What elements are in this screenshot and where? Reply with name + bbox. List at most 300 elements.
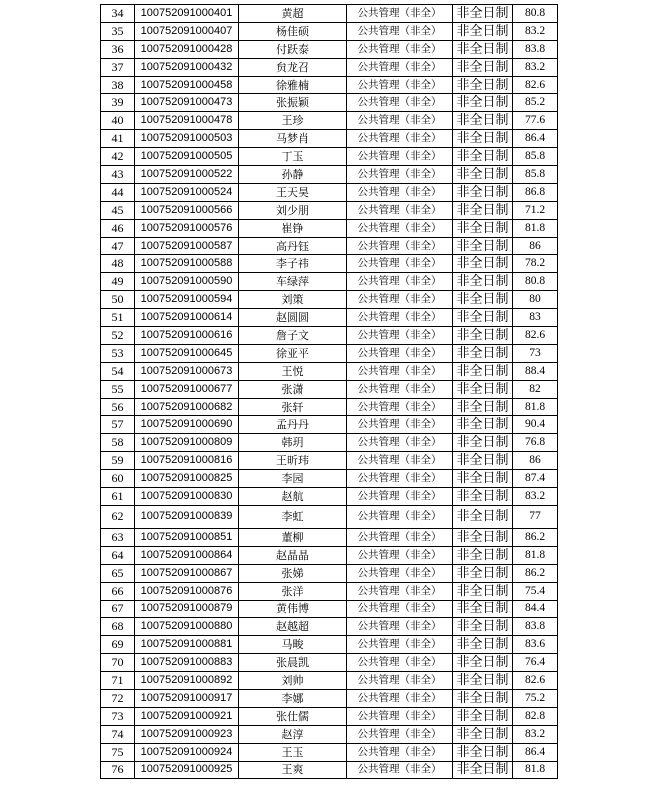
- candidate-number: 100752091000867: [135, 564, 239, 582]
- major: 公共管理（非全）: [347, 672, 453, 690]
- table-row: [101, 398, 558, 416]
- table-row: [101, 689, 558, 707]
- major: 公共管理（非全）: [347, 94, 453, 112]
- major: 公共管理（非全）: [347, 237, 453, 255]
- row-index: 56: [101, 398, 135, 416]
- candidate-name: 张娣: [239, 564, 347, 582]
- score: 82.6: [513, 672, 558, 690]
- candidate-name: 王昕玮: [239, 452, 347, 470]
- study-mode: 非全日制: [453, 201, 513, 219]
- candidate-number: 100752091000925: [135, 761, 239, 779]
- candidate-name: 詹子文: [239, 327, 347, 345]
- score: 83.2: [513, 22, 558, 40]
- candidate-number: 100752091000401: [135, 5, 239, 23]
- study-mode: 非全日制: [453, 470, 513, 488]
- candidate-name: 李子祎: [239, 255, 347, 273]
- score: 76.4: [513, 654, 558, 672]
- row-index: 54: [101, 362, 135, 380]
- candidate-number: 100752091000921: [135, 707, 239, 725]
- score: 82.6: [513, 76, 558, 94]
- candidate-number: 100752091000566: [135, 201, 239, 219]
- candidate-name: 刘少朋: [239, 201, 347, 219]
- candidate-number: 100752091000917: [135, 689, 239, 707]
- table-row: [101, 94, 558, 112]
- major: 公共管理（非全）: [347, 148, 453, 166]
- table-row: [101, 546, 558, 564]
- table-row: [101, 327, 558, 345]
- row-index: 59: [101, 452, 135, 470]
- study-mode: 非全日制: [453, 505, 513, 528]
- study-mode: 非全日制: [453, 528, 513, 546]
- score: 86.2: [513, 528, 558, 546]
- study-mode: 非全日制: [453, 219, 513, 237]
- candidate-name: 丁玉: [239, 148, 347, 166]
- table-row: [101, 434, 558, 452]
- candidate-name: 董柳: [239, 528, 347, 546]
- table-row: [101, 58, 558, 76]
- score: 82.8: [513, 707, 558, 725]
- row-index: 50: [101, 291, 135, 309]
- score: 80.8: [513, 273, 558, 291]
- major: 公共管理（非全）: [347, 201, 453, 219]
- major: 公共管理（非全）: [347, 452, 453, 470]
- major: 公共管理（非全）: [347, 344, 453, 362]
- row-index: 48: [101, 255, 135, 273]
- candidate-name: 马梦肖: [239, 130, 347, 148]
- score: 80.8: [513, 5, 558, 23]
- major: 公共管理（非全）: [347, 564, 453, 582]
- row-index: 68: [101, 618, 135, 636]
- candidate-number: 100752091000614: [135, 309, 239, 327]
- score: 86.8: [513, 183, 558, 201]
- study-mode: 非全日制: [453, 689, 513, 707]
- candidate-number: 100752091000673: [135, 362, 239, 380]
- table-row: [101, 166, 558, 184]
- score: 87.4: [513, 470, 558, 488]
- score: 83.2: [513, 725, 558, 743]
- row-index: 75: [101, 743, 135, 761]
- row-index: 45: [101, 201, 135, 219]
- candidate-name: 张仕儒: [239, 707, 347, 725]
- table-body: [101, 5, 558, 779]
- table-row: [101, 636, 558, 654]
- row-index: 38: [101, 76, 135, 94]
- candidate-name: 李娜: [239, 689, 347, 707]
- major: 公共管理（非全）: [347, 166, 453, 184]
- candidate-number: 100752091000590: [135, 273, 239, 291]
- study-mode: 非全日制: [453, 76, 513, 94]
- row-index: 71: [101, 672, 135, 690]
- major: 公共管理（非全）: [347, 76, 453, 94]
- table-row: [101, 582, 558, 600]
- table-row: [101, 672, 558, 690]
- candidate-number: 100752091000924: [135, 743, 239, 761]
- candidate-number: 100752091000594: [135, 291, 239, 309]
- table-row: [101, 470, 558, 488]
- candidate-number: 100752091000682: [135, 398, 239, 416]
- major: 公共管理（非全）: [347, 761, 453, 779]
- score: 88.4: [513, 362, 558, 380]
- study-mode: 非全日制: [453, 5, 513, 23]
- major: 公共管理（非全）: [347, 488, 453, 506]
- candidate-number: 100752091000690: [135, 416, 239, 434]
- study-mode: 非全日制: [453, 40, 513, 58]
- candidate-number: 100752091000809: [135, 434, 239, 452]
- study-mode: 非全日制: [453, 380, 513, 398]
- major: 公共管理（非全）: [347, 183, 453, 201]
- row-index: 61: [101, 488, 135, 506]
- candidate-name: 张潇: [239, 380, 347, 398]
- table-row: [101, 528, 558, 546]
- major: 公共管理（非全）: [347, 112, 453, 130]
- row-index: 70: [101, 654, 135, 672]
- study-mode: 非全日制: [453, 707, 513, 725]
- study-mode: 非全日制: [453, 94, 513, 112]
- table-row: [101, 725, 558, 743]
- row-index: 44: [101, 183, 135, 201]
- study-mode: 非全日制: [453, 600, 513, 618]
- study-mode: 非全日制: [453, 725, 513, 743]
- candidate-number: 100752091000881: [135, 636, 239, 654]
- candidate-name: 王爽: [239, 761, 347, 779]
- candidate-name: 张洋: [239, 582, 347, 600]
- major: 公共管理（非全）: [347, 434, 453, 452]
- table-row: [101, 452, 558, 470]
- table-row: [101, 22, 558, 40]
- score: 85.2: [513, 94, 558, 112]
- row-index: 66: [101, 582, 135, 600]
- row-index: 69: [101, 636, 135, 654]
- table-row: [101, 112, 558, 130]
- candidate-number: 100752091000825: [135, 470, 239, 488]
- table-row: [101, 618, 558, 636]
- row-index: 67: [101, 600, 135, 618]
- major: 公共管理（非全）: [347, 5, 453, 23]
- score: 84.4: [513, 600, 558, 618]
- study-mode: 非全日制: [453, 636, 513, 654]
- score: 78.2: [513, 255, 558, 273]
- score: 83.8: [513, 40, 558, 58]
- candidate-name: 黄超: [239, 5, 347, 23]
- candidate-number: 100752091000588: [135, 255, 239, 273]
- score: 75.2: [513, 689, 558, 707]
- study-mode: 非全日制: [453, 309, 513, 327]
- table-row: [101, 416, 558, 434]
- row-index: 39: [101, 94, 135, 112]
- candidate-name: 徐雅楠: [239, 76, 347, 94]
- score: 82: [513, 380, 558, 398]
- row-index: 53: [101, 344, 135, 362]
- table-row: [101, 743, 558, 761]
- score: 82.6: [513, 327, 558, 345]
- study-mode: 非全日制: [453, 112, 513, 130]
- row-index: 55: [101, 380, 135, 398]
- candidate-name: 王悦: [239, 362, 347, 380]
- major: 公共管理（非全）: [347, 398, 453, 416]
- major: 公共管理（非全）: [347, 219, 453, 237]
- study-mode: 非全日制: [453, 743, 513, 761]
- major: 公共管理（非全）: [347, 58, 453, 76]
- table-row: [101, 564, 558, 582]
- candidate-number: 100752091000816: [135, 452, 239, 470]
- major: 公共管理（非全）: [347, 362, 453, 380]
- major: 公共管理（非全）: [347, 309, 453, 327]
- study-mode: 非全日制: [453, 654, 513, 672]
- major: 公共管理（非全）: [347, 654, 453, 672]
- score: 83.8: [513, 618, 558, 636]
- table-row: [101, 344, 558, 362]
- candidate-number: 100752091000677: [135, 380, 239, 398]
- candidate-name: 李园: [239, 470, 347, 488]
- candidate-name: 马畯: [239, 636, 347, 654]
- score: 83.6: [513, 636, 558, 654]
- score: 85.8: [513, 148, 558, 166]
- candidate-number: 100752091000645: [135, 344, 239, 362]
- candidate-number: 100752091000839: [135, 505, 239, 528]
- row-index: 40: [101, 112, 135, 130]
- study-mode: 非全日制: [453, 452, 513, 470]
- candidate-name: 赵航: [239, 488, 347, 506]
- table-row: [101, 309, 558, 327]
- major: 公共管理（非全）: [347, 600, 453, 618]
- table-row: [101, 5, 558, 23]
- candidate-name: 高丹钰: [239, 237, 347, 255]
- candidate-number: 100752091000587: [135, 237, 239, 255]
- row-index: 36: [101, 40, 135, 58]
- table-row: [101, 380, 558, 398]
- table-row: [101, 654, 558, 672]
- row-index: 34: [101, 5, 135, 23]
- study-mode: 非全日制: [453, 398, 513, 416]
- row-index: 74: [101, 725, 135, 743]
- row-index: 64: [101, 546, 135, 564]
- study-mode: 非全日制: [453, 273, 513, 291]
- candidate-name: 贠龙召: [239, 58, 347, 76]
- score: 85.8: [513, 166, 558, 184]
- table-row: [101, 76, 558, 94]
- study-mode: 非全日制: [453, 564, 513, 582]
- candidate-number: 100752091000864: [135, 546, 239, 564]
- row-index: 65: [101, 564, 135, 582]
- candidate-number: 100752091000923: [135, 725, 239, 743]
- candidate-name: 赵晶晶: [239, 546, 347, 564]
- table-row: [101, 707, 558, 725]
- score: 86.4: [513, 130, 558, 148]
- candidate-name: 徐亚平: [239, 344, 347, 362]
- candidate-name: 赵圆圆: [239, 309, 347, 327]
- row-index: 35: [101, 22, 135, 40]
- major: 公共管理（非全）: [347, 528, 453, 546]
- candidate-name: 杨佳硕: [239, 22, 347, 40]
- study-mode: 非全日制: [453, 672, 513, 690]
- candidate-number: 100752091000505: [135, 148, 239, 166]
- candidate-number: 100752091000851: [135, 528, 239, 546]
- major: 公共管理（非全）: [347, 505, 453, 528]
- candidate-number: 100752091000503: [135, 130, 239, 148]
- candidate-number: 100752091000458: [135, 76, 239, 94]
- table-row: [101, 183, 558, 201]
- candidate-name: 韩玥: [239, 434, 347, 452]
- row-index: 60: [101, 470, 135, 488]
- row-index: 57: [101, 416, 135, 434]
- study-mode: 非全日制: [453, 166, 513, 184]
- major: 公共管理（非全）: [347, 582, 453, 600]
- table-row: [101, 219, 558, 237]
- candidate-number: 100752091000892: [135, 672, 239, 690]
- study-mode: 非全日制: [453, 761, 513, 779]
- major: 公共管理（非全）: [347, 291, 453, 309]
- score: 86.4: [513, 743, 558, 761]
- score: 86.2: [513, 564, 558, 582]
- score: 86: [513, 452, 558, 470]
- candidate-name: 孙静: [239, 166, 347, 184]
- score: 90.4: [513, 416, 558, 434]
- major: 公共管理（非全）: [347, 40, 453, 58]
- row-index: 73: [101, 707, 135, 725]
- study-mode: 非全日制: [453, 148, 513, 166]
- candidate-name: 赵越超: [239, 618, 347, 636]
- candidate-name: 付跃泰: [239, 40, 347, 58]
- table-row: [101, 362, 558, 380]
- row-index: 62: [101, 505, 135, 528]
- candidate-number: 100752091000428: [135, 40, 239, 58]
- candidate-number: 100752091000876: [135, 582, 239, 600]
- score: 83.2: [513, 58, 558, 76]
- major: 公共管理（非全）: [347, 255, 453, 273]
- score: 75.4: [513, 582, 558, 600]
- table-row: [101, 600, 558, 618]
- candidate-number: 100752091000407: [135, 22, 239, 40]
- score: 81.8: [513, 219, 558, 237]
- table-row: [101, 130, 558, 148]
- score: 81.8: [513, 546, 558, 564]
- study-mode: 非全日制: [453, 582, 513, 600]
- candidate-name: 王珍: [239, 112, 347, 130]
- row-index: 37: [101, 58, 135, 76]
- candidate-number: 100752091000522: [135, 166, 239, 184]
- candidate-number: 100752091000432: [135, 58, 239, 76]
- study-mode: 非全日制: [453, 183, 513, 201]
- study-mode: 非全日制: [453, 488, 513, 506]
- candidate-number: 100752091000576: [135, 219, 239, 237]
- row-index: 43: [101, 166, 135, 184]
- candidate-number: 100752091000880: [135, 618, 239, 636]
- row-index: 47: [101, 237, 135, 255]
- major: 公共管理（非全）: [347, 380, 453, 398]
- candidate-name: 张轩: [239, 398, 347, 416]
- row-index: 52: [101, 327, 135, 345]
- row-index: 51: [101, 309, 135, 327]
- study-mode: 非全日制: [453, 434, 513, 452]
- study-mode: 非全日制: [453, 22, 513, 40]
- score: 77: [513, 505, 558, 528]
- study-mode: 非全日制: [453, 58, 513, 76]
- table-row: [101, 148, 558, 166]
- major: 公共管理（非全）: [347, 22, 453, 40]
- major: 公共管理（非全）: [347, 416, 453, 434]
- candidate-name: 黄伟博: [239, 600, 347, 618]
- study-mode: 非全日制: [453, 130, 513, 148]
- score: 80: [513, 291, 558, 309]
- major: 公共管理（非全）: [347, 725, 453, 743]
- candidate-name: 赵淳: [239, 725, 347, 743]
- candidate-number: 100752091000473: [135, 94, 239, 112]
- candidate-name: 车绿萍: [239, 273, 347, 291]
- major: 公共管理（非全）: [347, 327, 453, 345]
- candidate-name: 王天昊: [239, 183, 347, 201]
- score: 83: [513, 309, 558, 327]
- score: 73: [513, 344, 558, 362]
- table-row: [101, 255, 558, 273]
- row-index: 63: [101, 528, 135, 546]
- score: 71.2: [513, 201, 558, 219]
- study-mode: 非全日制: [453, 327, 513, 345]
- candidate-number: 100752091000879: [135, 600, 239, 618]
- score: 76.8: [513, 434, 558, 452]
- table-row: [101, 40, 558, 58]
- row-index: 46: [101, 219, 135, 237]
- table-row: [101, 488, 558, 506]
- row-index: 42: [101, 148, 135, 166]
- candidate-number: 100752091000478: [135, 112, 239, 130]
- candidate-name: 王玉: [239, 743, 347, 761]
- score: 86: [513, 237, 558, 255]
- row-index: 41: [101, 130, 135, 148]
- table-row: [101, 761, 558, 779]
- major: 公共管理（非全）: [347, 546, 453, 564]
- major: 公共管理（非全）: [347, 707, 453, 725]
- study-mode: 非全日制: [453, 255, 513, 273]
- study-mode: 非全日制: [453, 362, 513, 380]
- candidate-name: 张晨凯: [239, 654, 347, 672]
- score: 77.6: [513, 112, 558, 130]
- candidate-number: 100752091000616: [135, 327, 239, 345]
- major: 公共管理（非全）: [347, 130, 453, 148]
- table-row: [101, 505, 558, 528]
- major: 公共管理（非全）: [347, 470, 453, 488]
- candidate-number: 100752091000524: [135, 183, 239, 201]
- table-row: [101, 201, 558, 219]
- candidate-name: 刘帅: [239, 672, 347, 690]
- row-index: 72: [101, 689, 135, 707]
- row-index: 58: [101, 434, 135, 452]
- major: 公共管理（非全）: [347, 618, 453, 636]
- study-mode: 非全日制: [453, 344, 513, 362]
- study-mode: 非全日制: [453, 416, 513, 434]
- study-mode: 非全日制: [453, 291, 513, 309]
- table-row: [101, 273, 558, 291]
- major: 公共管理（非全）: [347, 743, 453, 761]
- table-row: [101, 291, 558, 309]
- candidate-name: 刘策: [239, 291, 347, 309]
- candidate-name: 李虹: [239, 505, 347, 528]
- major: 公共管理（非全）: [347, 273, 453, 291]
- candidate-name: 张振颖: [239, 94, 347, 112]
- major: 公共管理（非全）: [347, 636, 453, 654]
- major: 公共管理（非全）: [347, 689, 453, 707]
- score: 81.8: [513, 761, 558, 779]
- admission-score-table: [100, 4, 558, 779]
- study-mode: 非全日制: [453, 237, 513, 255]
- table-row: [101, 237, 558, 255]
- study-mode: 非全日制: [453, 546, 513, 564]
- candidate-name: 崔铮: [239, 219, 347, 237]
- candidate-name: 孟丹丹: [239, 416, 347, 434]
- study-mode: 非全日制: [453, 618, 513, 636]
- candidate-number: 100752091000830: [135, 488, 239, 506]
- score: 83.2: [513, 488, 558, 506]
- row-index: 49: [101, 273, 135, 291]
